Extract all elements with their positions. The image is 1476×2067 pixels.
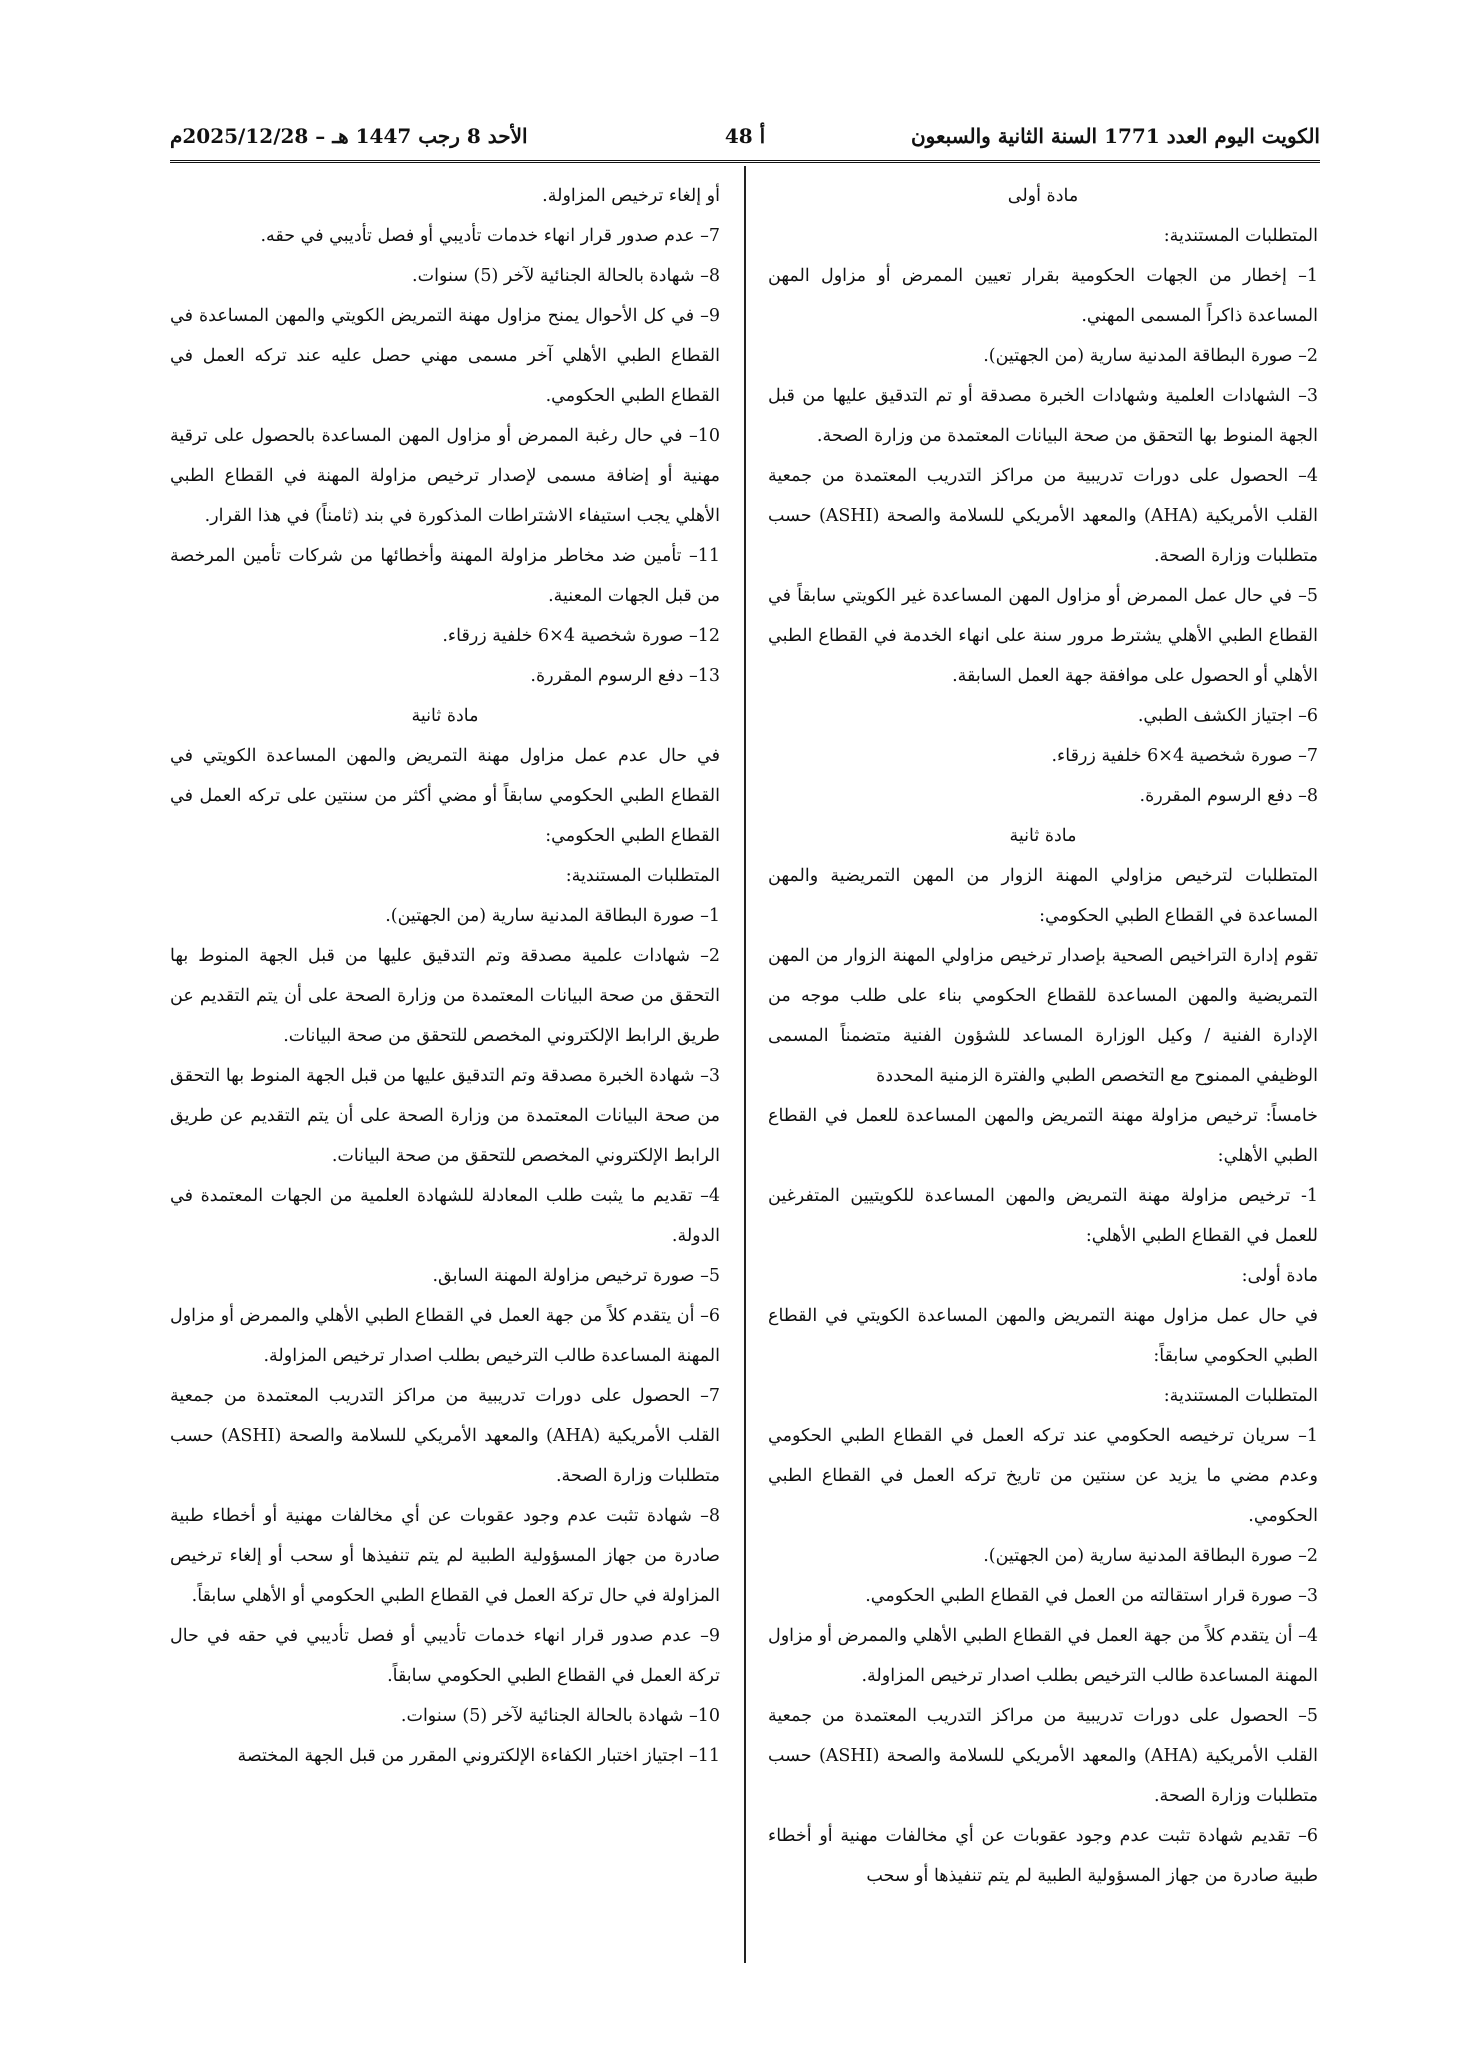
paragraph: 1- ترخيص مزاولة مهنة التمريض والمهن المساعدة للكويتيين المتفرغين للعمل في القطاع الطبي الأهلي: [768, 1186, 1318, 1246]
paragraph: 1– صورة البطاقة المدنية سارية (من الجهتين). [385, 906, 720, 926]
paragraph: 13– دفع الرسوم المقررة. [530, 666, 720, 686]
paragraph: 4– الحصول على دورات تدريبية من مراكز التدريب المعتمدة من جمعية القلب الأمريكية (AHA) والمعهد الأمريكي للسلامة والصحة (ASHI) حسب متطلبات وزارة الصحة. [768, 466, 1318, 566]
paragraph: 3– شهادة الخبرة مصدقة وتم التدقيق عليها من قبل الجهة المنوط بها التحقق من صحة البيانات المعتمدة من وزارة الصحة على أن يتم التقديم عن طريق الرابط الإلكتروني المخصص للتحقق من صحة البيانات. [170, 1066, 720, 1166]
paragraph: 8– شهادة تثبت عدم وجود عقوبات عن أي مخالفات مهنية أو أخطاء طبية صادرة من جهاز المسؤولية الطبية لم يتم تنفيذها أو سحب أو إلغاء ترخيص المزاولة في حال تركة العمل في القطاع الطبي الحكومي أو الأهلي سابقاً. [170, 1506, 720, 1606]
right-column [768, 176, 1318, 1966]
section-heading: المتطلبات المستندية: [1163, 226, 1318, 246]
issue-date: الأحد 8 رجب 1447 هـ – 2025/12/28م [170, 124, 528, 148]
paragraph: 12– صورة شخصية 4×6 خلفية زرقاء. [442, 626, 720, 646]
paragraph: 1– إخطار من الجهات الحكومية بقرار تعيين الممرض أو مزاول المهن المساعدة ذاكراً المسمى المهني. [768, 266, 1318, 326]
paragraph: 3– صورة قرار استقالته من العمل في القطاع الطبي الحكومي. [865, 1586, 1318, 1606]
paragraph: 10– شهادة بالحالة الجنائية لآخر (5) سنوات. [400, 1706, 720, 1726]
paragraph: أو إلغاء ترخيص المزاولة. [542, 186, 720, 206]
paragraph: 11– اجتياز اختبار الكفاءة الإلكتروني المقرر من قبل الجهة المختصة [237, 1746, 720, 1766]
paragraph: 8– دفع الرسوم المقررة. [1139, 786, 1318, 806]
paragraph: 5– في حال عمل الممرض أو مزاول المهن المساعدة غير الكويتي سابقاً في القطاع الطبي الأهلي يشترط مرور سنة على انهاء الخدمة في القطاع الطبي الأهلي أو الحصول على موافقة جهة العمل السابقة. [768, 586, 1318, 686]
paragraph: 5– صورة ترخيص مزاولة المهنة السابق. [432, 1266, 720, 1286]
paragraph: 2– صورة البطاقة المدنية سارية (من الجهتين). [983, 346, 1318, 366]
paragraph: 6– اجتياز الكشف الطبي. [1137, 706, 1318, 726]
paragraph: 5– الحصول على دورات تدريبية من مراكز التدريب المعتمدة من جمعية القلب الأمريكية (AHA) والمعهد الأمريكي للسلامة والصحة (ASHI) حسب متطلبات وزارة الصحة. [768, 1706, 1318, 1806]
paragraph: تقوم إدارة التراخيص الصحية بإصدار ترخيص مزاولي المهنة الزوار من المهن التمريضية والمهن المساعدة للقطاع الحكومي بناء على طلب موجه من الإدارة الفنية / وكيل الوزارة المساعد للشؤون الفنية متضمناً المسمى الوظيفي الممنوح مع التخصص الطبي والفترة الزمنية المحددة [768, 946, 1318, 1086]
paragraph: في حال عدم عمل مزاول مهنة التمريض والمهن المساعدة الكويتي في القطاع الطبي الحكومي سابقاً أو مضي أكثر من سنتين على تركه العمل في القطاع الطبي الحكومي: [170, 746, 720, 846]
gazette-issue: الكويت اليوم العدد 1771 السنة الثانية والسبعون [910, 124, 1320, 148]
paragraph: 4– أن يتقدم كلاً من جهة العمل في القطاع الطبي الأهلي والممرض أو مزاول المهنة المساعدة طالب الترخيص بطلب اصدار ترخيص المزاولة. [768, 1626, 1318, 1686]
article-heading: مادة ثانية [1009, 826, 1077, 846]
column-divider [744, 166, 746, 1963]
article-heading: مادة ثانية [411, 706, 479, 726]
header-rule [170, 160, 1320, 163]
paragraph: 7– الحصول على دورات تدريبية من مراكز التدريب المعتمدة من جمعية القلب الأمريكية (AHA) والمعهد الأمريكي للسلامة والصحة (ASHI) حسب متطلبات وزارة الصحة. [170, 1386, 720, 1486]
paragraph: 6– أن يتقدم كلاً من جهة العمل في القطاع الطبي الأهلي والممرض أو مزاول المهنة المساعدة طالب الترخيص بطلب اصدار ترخيص المزاولة. [170, 1306, 720, 1366]
paragraph: في حال عمل مزاول مهنة التمريض والمهن المساعدة الكويتي في القطاع الطبي الحكومي سابقاً: [768, 1306, 1318, 1366]
page-header [170, 118, 1320, 154]
paragraph: 8– شهادة بالحالة الجنائية لآخر (5) سنوات. [412, 266, 720, 286]
paragraph: 2– شهادات علمية مصدقة وتم التدقيق عليها من قبل الجهة المنوط بها التحقق من صحة البيانات المعتمدة من وزارة الصحة على أن يتم التقديم عن طريق الرابط الإلكتروني المخصص للتحقق من صحة البيانات. [170, 946, 720, 1046]
section-heading: المتطلبات المستندية: [1163, 1386, 1318, 1406]
paragraph: 10– في حال رغبة الممرض أو مزاول المهن المساعدة بالحصول على ترقية مهنية أو إضافة مسمى لإصدار ترخيص مزاولة المهنة في القطاع الطبي الأهلي يجب استيفاء الاشتراطات المذكورة في بند (ثامناً) في هذا القرار. [170, 426, 720, 526]
paragraph: 2– صورة البطاقة المدنية سارية (من الجهتين). [983, 1546, 1318, 1566]
paragraph: 7– عدم صدور قرار انهاء خدمات تأديبي أو فصل تأديبي في حقه. [260, 226, 720, 246]
section-heading: المتطلبات المستندية: [565, 866, 720, 886]
paragraph: 4– تقديم ما يثبت طلب المعادلة للشهادة العلمية من الجهات المعتمدة في الدولة. [170, 1186, 720, 1246]
left-column [170, 176, 720, 1966]
paragraph: 9– في كل الأحوال يمنح مزاول مهنة التمريض الكويتي والمهن المساعدة في القطاع الطبي الأهلي آخر مسمى مهني حصل عليه عند تركه العمل في القطاع الطبي الحكومي. [170, 306, 720, 406]
paragraph: المتطلبات لترخيص مزاولي المهنة الزوار من المهن التمريضية والمهن المساعدة في القطاع الطبي الحكومي: [768, 866, 1318, 926]
paragraph: 11– تأمين ضد مخاطر مزاولة المهنة وأخطائها من شركات تأمين المرخصة من قبل الجهات المعنية. [170, 546, 720, 606]
article-heading: مادة أولى [1007, 186, 1079, 206]
paragraph: 3– الشهادات العلمية وشهادات الخبرة مصدقة أو تم التدقيق عليها من قبل الجهة المنوط بها التحقق من صحة البيانات المعتمدة من وزارة الصحة. [768, 386, 1318, 446]
paragraph: 6– تقديم شهادة تثبت عدم وجود عقوبات عن أي مخالفات مهنية أو أخطاء طبية صادرة من جهاز المسؤولية الطبية لم يتم تنفيذها أو سحب [768, 1826, 1318, 1886]
paragraph: 7– صورة شخصية 4×6 خلفية زرقاء. [1051, 746, 1318, 766]
section-heading: مادة أولى: [1241, 1266, 1318, 1286]
paragraph: خامساً: ترخيص مزاولة مهنة التمريض والمهن المساعدة للعمل في القطاع الطبي الأهلي: [768, 1106, 1318, 1166]
page-number: أ 48 [724, 124, 766, 148]
paragraph: 9– عدم صدور قرار انهاء خدمات تأديبي أو فصل تأديبي في حقه في حال تركة العمل في القطاع الطبي الحكومي سابقاً. [170, 1626, 720, 1686]
paragraph: 1– سريان ترخيصه الحكومي عند تركه العمل في القطاع الطبي الحكومي وعدم مضي ما يزيد عن سنتين من تاريخ تركه العمل في القطاع الطبي الحكومي. [768, 1426, 1318, 1526]
